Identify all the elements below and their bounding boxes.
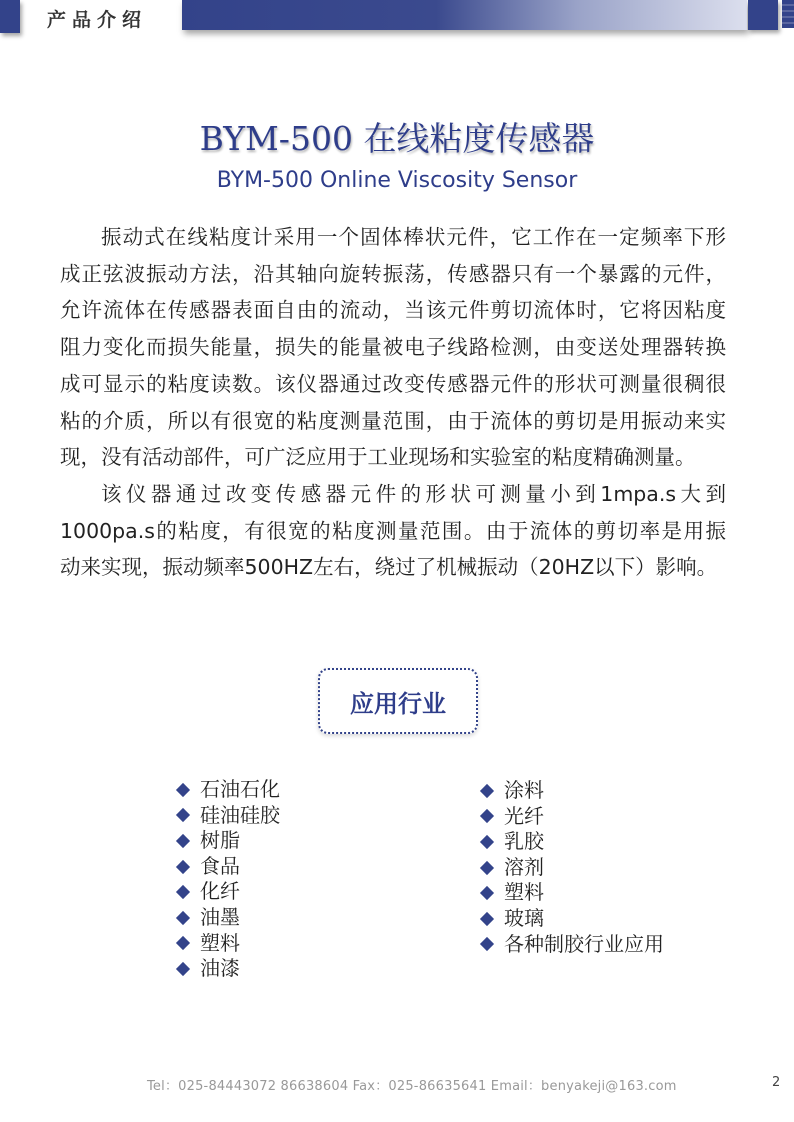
- industry-list-item: [480, 855, 664, 881]
- description-paragraph-1: [60, 219, 726, 476]
- section-badge-applications: 应用行业: [318, 668, 478, 734]
- industry-list-item: [480, 906, 664, 932]
- diamond-bullet-icon: [176, 860, 190, 874]
- industry-label: 食品: [200, 853, 240, 878]
- industry-label: 玻璃: [504, 905, 544, 930]
- industry-label: 光纤: [504, 803, 544, 828]
- header-right-block: [748, 0, 778, 30]
- diamond-bullet-icon: [480, 886, 494, 900]
- industry-label: 塑料: [200, 930, 240, 955]
- header-edge-stripes: [782, 0, 794, 28]
- diamond-bullet-icon: [480, 912, 494, 926]
- page-number: 2: [772, 1075, 781, 1090]
- industry-list-item: [176, 777, 280, 803]
- industry-label: 化纤: [200, 879, 240, 904]
- industry-list-item: [176, 956, 280, 982]
- footer-contact: Tel：025-84443072 86638604 Fax：025-86635641 Email：benyakeji@163.com: [147, 1079, 677, 1094]
- page-subtitle: BYM-500 Online Viscosity Sensor: [216, 168, 578, 193]
- industry-list-item: [176, 905, 280, 931]
- industry-list-item: [176, 879, 280, 905]
- paragraph-line: 振动式在线粘度计采用一个固体棒状元件，它工作在一定频率下形: [101, 225, 726, 249]
- industry-label: 涂料: [504, 778, 544, 802]
- industry-list-item: [480, 932, 664, 958]
- paragraph-line: 该仪器通过改变传感器元件的形状可测量小到1mpa.s大到: [101, 482, 726, 506]
- industry-list-item: [480, 804, 664, 830]
- industry-label: 油漆: [200, 956, 240, 981]
- industry-label: 油墨: [200, 904, 240, 929]
- industry-label: 溶剂: [504, 854, 544, 879]
- industry-label: 石油石化: [200, 777, 280, 801]
- diamond-bullet-icon: [176, 962, 190, 976]
- diamond-bullet-icon: [480, 861, 494, 875]
- industry-list-left: [176, 777, 280, 982]
- header-left-block: [0, 0, 20, 33]
- industry-label: 塑料: [504, 880, 544, 905]
- diamond-bullet-icon: [480, 937, 494, 951]
- page-title: BYM-500 在线粘度传感器: [199, 119, 595, 158]
- industry-list-item: [480, 880, 664, 906]
- diamond-bullet-icon: [480, 809, 494, 823]
- industry-list-item: [176, 828, 280, 854]
- diamond-bullet-icon: [176, 885, 190, 899]
- description-paragraph-2: [60, 476, 726, 586]
- paragraph-line: 动来实现，振动频率500HZ左右，绕过了机械振动（20HZ以下）影响。: [60, 555, 718, 580]
- paragraph-line: 允许流体在传感器表面自由的流动，当该元件剪切流体时，它将因粘度: [60, 298, 726, 323]
- industry-list-right: [480, 778, 664, 957]
- paragraph-line: 粘的介质，所以有很宽的粘度测量范围，由于流体的剪切是用振动来实: [60, 408, 726, 433]
- header-gradient-bar: [182, 0, 747, 30]
- diamond-bullet-icon: [176, 783, 190, 797]
- diamond-bullet-icon: [176, 808, 190, 822]
- industry-label: 各种制胶行业应用: [504, 931, 664, 956]
- industry-label: 硅油硅胶: [200, 802, 280, 827]
- paragraph-line: 成可显示的粘度读数。该仪器通过改变传感器元件的形状可测量很稠很: [60, 371, 726, 396]
- paragraph-line: 现，没有活动部件，可广泛应用于工业现场和实验室的粘度精确测量。: [60, 445, 696, 470]
- diamond-bullet-icon: [480, 784, 494, 798]
- industry-list-item: [176, 854, 280, 880]
- paragraph-line: 1000pa.s的粘度，有很宽的粘度测量范围。由于流体的剪切率是用振: [60, 518, 726, 543]
- diamond-bullet-icon: [176, 936, 190, 950]
- header-section-title: 产品介绍: [47, 9, 148, 31]
- paragraph-line: 阻力变化而损失能量，损失的能量被电子线路检测，由变送处理器转换: [60, 335, 726, 360]
- industry-list-item: [176, 931, 280, 957]
- industry-list-item: [480, 778, 664, 804]
- diamond-bullet-icon: [176, 911, 190, 925]
- industry-label: 树脂: [200, 828, 240, 853]
- diamond-bullet-icon: [176, 834, 190, 848]
- diamond-bullet-icon: [480, 835, 494, 849]
- industry-list-item: [480, 829, 664, 855]
- paragraph-line: 成正弦波振动方法，沿其轴向旋转振荡，传感器只有一个暴露的元件，: [60, 261, 726, 286]
- industry-list-item: [176, 803, 280, 829]
- industry-label: 乳胶: [504, 829, 544, 854]
